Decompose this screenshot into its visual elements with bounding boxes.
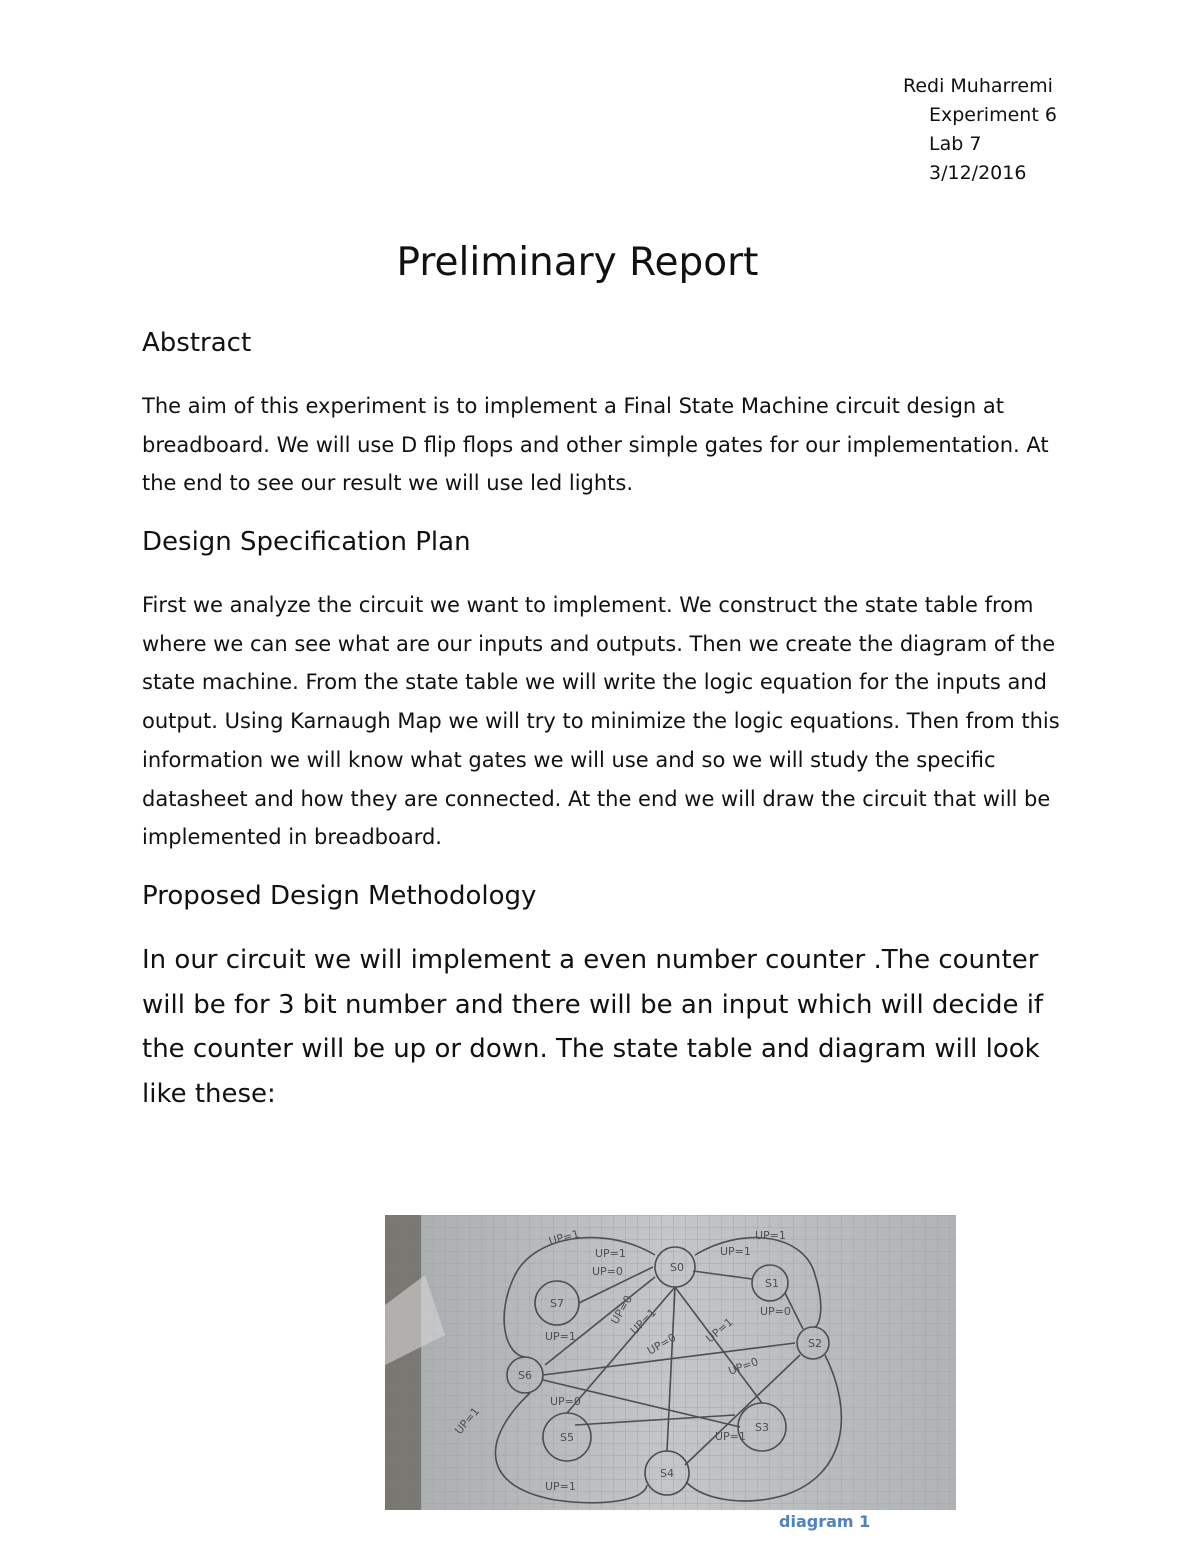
methodology-heading: Proposed Design Methodology	[142, 881, 537, 911]
svg-text:UP=1: UP=1	[715, 1430, 746, 1443]
svg-text:UP=0: UP=0	[608, 1293, 636, 1327]
svg-text:UP=1: UP=1	[545, 1330, 576, 1343]
svg-text:S3: S3	[755, 1421, 769, 1434]
svg-text:UP=1: UP=1	[720, 1245, 751, 1258]
page-title: Preliminary Report	[396, 240, 759, 285]
svg-text:UP=1: UP=1	[595, 1247, 626, 1260]
svg-text:UP=1: UP=1	[547, 1227, 581, 1248]
svg-text:UP=1: UP=1	[545, 1480, 576, 1493]
author-name: Redi Muharremi	[903, 75, 1053, 97]
svg-text:UP=0: UP=0	[645, 1330, 679, 1358]
lab-label: Lab 7	[929, 133, 982, 155]
design-spec-body: First we analyze the circuit we want to implement. We construct the state table from where we can see what are our inputs and outputs. Then we create the diagram of the state machine. From the state table we will write the logic equation for the inputs and output. Using Karnaugh Map we will try to minimize the logic equations. Then from this information we will know what gates we will use and so we will study the specific datasheet and how they are connected. At the end we will draw the circuit that will be implemented in breadboard.	[142, 593, 1060, 850]
svg-text:S5: S5	[560, 1431, 574, 1444]
state-diagram-photo	[385, 1215, 956, 1510]
experiment-label: Experiment 6	[929, 104, 1057, 126]
svg-text:UP=0: UP=0	[592, 1265, 623, 1278]
header-block	[903, 72, 1057, 188]
svg-text:UP=1: UP=1	[452, 1404, 483, 1437]
svg-text:S1: S1	[765, 1277, 779, 1290]
report-date: 3/12/2016	[929, 162, 1027, 184]
abstract-body: The aim of this experiment is to implement a Final State Machine circuit design at breadboard. We will use D flip flops and other simple gates for our implementation. At the end to see our result we will use led lights.	[142, 394, 1049, 496]
svg-text:UP=0: UP=0	[550, 1395, 581, 1408]
state-diagram-sketch	[385, 1215, 956, 1510]
svg-text:S2: S2	[808, 1337, 822, 1350]
svg-text:UP=1: UP=1	[755, 1229, 786, 1242]
svg-text:S6: S6	[518, 1369, 532, 1382]
svg-text:S4: S4	[660, 1467, 674, 1480]
svg-text:S7: S7	[550, 1297, 564, 1310]
design-spec-heading: Design Specification Plan	[142, 527, 471, 557]
svg-text:S0: S0	[670, 1261, 684, 1274]
methodology-body: In our circuit we will implement a even number counter .The counter will be for 3 bit number and there will be an input which will decide if the counter will be up or down. The state table and diagram will look like these:	[142, 945, 1044, 1109]
abstract-heading: Abstract	[142, 328, 252, 358]
svg-text:UP=0: UP=0	[760, 1305, 791, 1318]
diagram-caption: diagram 1	[779, 1512, 871, 1531]
svg-text:UP=1: UP=1	[703, 1315, 736, 1346]
svg-text:UP=1: UP=1	[627, 1306, 659, 1338]
svg-text:UP=0: UP=0	[726, 1355, 761, 1378]
